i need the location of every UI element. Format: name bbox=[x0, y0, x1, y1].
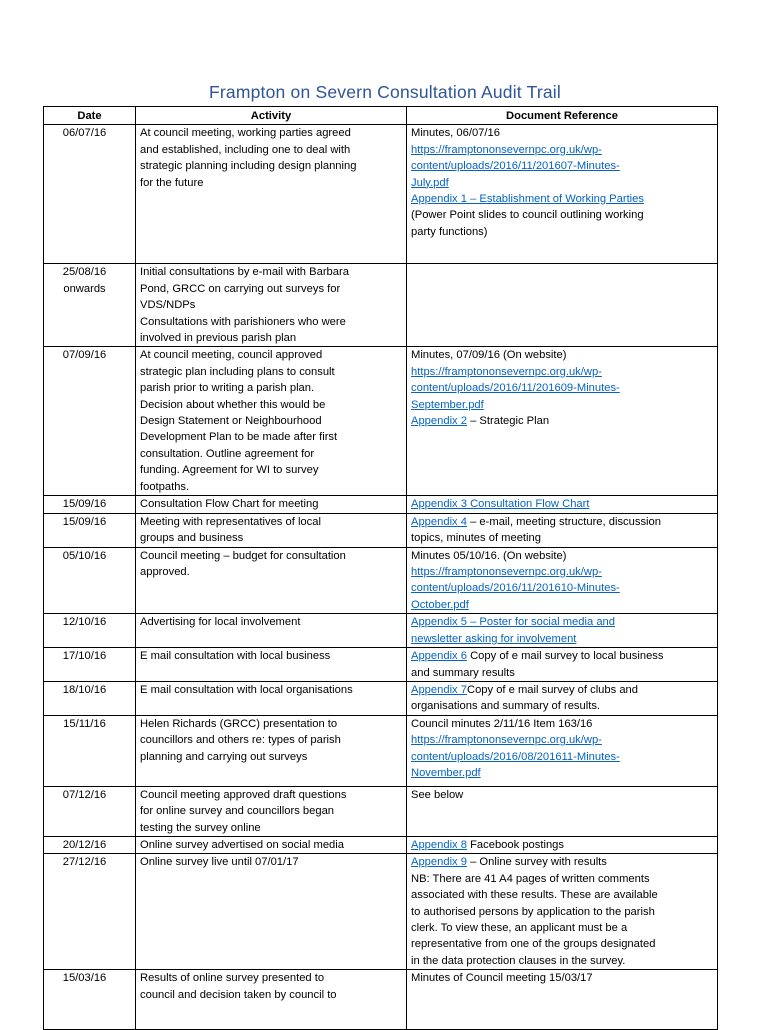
table-row bbox=[44, 715, 718, 786]
activity-text: parish prior to writing a parish plan. bbox=[140, 382, 315, 395]
activity-cell bbox=[136, 854, 407, 970]
document-reference-cell bbox=[407, 786, 718, 836]
table-header-row bbox=[44, 107, 718, 125]
date-text: 27/12/16 bbox=[62, 856, 107, 869]
activity-cell bbox=[136, 614, 407, 648]
reference-line bbox=[411, 648, 713, 664]
activity-text: strategic planning including design planning bbox=[140, 160, 357, 173]
column-header-date: Date bbox=[44, 107, 136, 125]
date-text: 15/09/16 bbox=[62, 498, 107, 511]
activity-text: Development Plan to be made after first bbox=[140, 431, 338, 444]
reference-line bbox=[411, 380, 713, 396]
date-text: 15/03/16 bbox=[62, 972, 107, 985]
document-reference-cell bbox=[407, 264, 718, 347]
activity-text: council and decision taken by council to bbox=[140, 988, 337, 1001]
activity-text: for the future bbox=[140, 176, 204, 189]
table-row bbox=[44, 614, 718, 648]
activity-text: and established, including one to deal with bbox=[140, 143, 351, 156]
activity-cell bbox=[136, 513, 407, 547]
date-cell bbox=[44, 347, 136, 496]
activity-text: Pond, GRCC on carrying out surveys for bbox=[140, 282, 341, 295]
activity-cell bbox=[136, 648, 407, 682]
activity-text: involved in previous parish plan bbox=[140, 332, 297, 345]
activity-text: approved. bbox=[140, 565, 190, 578]
date-cell bbox=[44, 496, 136, 513]
activity-text: planning and carrying out surveys bbox=[140, 750, 308, 763]
reference-line: Council minutes 2/11/16 Item 163/16 bbox=[411, 717, 593, 730]
reference-line: (Power Point slides to council outlining working bbox=[411, 209, 644, 222]
reference-text: – e-mail, meeting structure, discussion bbox=[466, 515, 661, 528]
reference-text: – Online survey with results bbox=[466, 856, 607, 869]
document-reference-cell bbox=[407, 854, 718, 970]
reference-line bbox=[411, 837, 713, 853]
activity-text: Decision about whether this would be bbox=[140, 398, 326, 411]
reference-line bbox=[411, 682, 713, 698]
table-row bbox=[44, 347, 718, 496]
activity-text: At council meeting, working parties agreed bbox=[140, 127, 351, 140]
reference-line bbox=[411, 364, 713, 380]
activity-text: VDS/NDPs bbox=[140, 299, 196, 312]
activity-text: for online survey and councillors began bbox=[140, 805, 335, 818]
reference-line: in the data protection clauses in the survey. bbox=[411, 954, 626, 967]
reference-line: to authorised persons by application to the parish bbox=[411, 905, 655, 918]
activity-text: consultation. Outline agreement for bbox=[140, 447, 315, 460]
activity-text: footpaths. bbox=[140, 480, 190, 493]
reference-line bbox=[411, 765, 713, 781]
reference-line: Minutes of Council meeting 15/03/17 bbox=[411, 972, 593, 985]
reference-line: representative from one of the groups designated bbox=[411, 938, 656, 951]
document-link[interactable]: Appendix 9 bbox=[411, 856, 467, 869]
document-link[interactable]: Appendix 4 bbox=[411, 515, 467, 528]
reference-text: Copy of e mail survey to local business bbox=[466, 650, 664, 663]
column-header-activity: Activity bbox=[136, 107, 407, 125]
document-link[interactable]: content/uploads/2016/11/201607-Minutes- bbox=[411, 160, 620, 173]
document-link[interactable]: https://framptononsevernpc.org.uk/wp- bbox=[411, 734, 602, 747]
date-text: 15/11/16 bbox=[63, 717, 106, 730]
activity-text: Council meeting approved draft questions bbox=[140, 788, 347, 801]
date-cell bbox=[44, 681, 136, 715]
activity-text: E mail consultation with local business bbox=[140, 650, 331, 663]
activity-cell bbox=[136, 681, 407, 715]
date-cell bbox=[44, 513, 136, 547]
document-link[interactable]: Appendix 7 bbox=[411, 683, 467, 696]
activity-cell bbox=[136, 347, 407, 496]
reference-line: organisations and summary of results. bbox=[411, 700, 601, 713]
document-link[interactable]: Appendix 8 bbox=[411, 838, 467, 851]
table-row bbox=[44, 513, 718, 547]
activity-cell bbox=[136, 786, 407, 836]
activity-text: Online survey advertised on social media bbox=[140, 838, 344, 851]
document-reference-cell bbox=[407, 648, 718, 682]
activity-cell bbox=[136, 715, 407, 786]
reference-line bbox=[411, 854, 713, 870]
reference-line: party functions) bbox=[411, 225, 488, 238]
date-text: onwards bbox=[63, 282, 106, 295]
reference-line: Minutes, 07/09/16 (On website) bbox=[411, 349, 567, 362]
table-row bbox=[44, 496, 718, 513]
document-reference-cell bbox=[407, 496, 718, 513]
activity-text: At council meeting, council approved bbox=[140, 349, 323, 362]
activity-text: Meeting with representatives of local bbox=[140, 515, 321, 528]
date-text: 06/07/16 bbox=[62, 127, 107, 140]
activity-cell bbox=[136, 547, 407, 614]
document-reference-cell bbox=[407, 125, 718, 264]
reference-text: Facebook postings bbox=[466, 838, 565, 851]
activity-cell bbox=[136, 264, 407, 347]
table-row bbox=[44, 836, 718, 853]
document-link[interactable]: https://framptononsevernpc.org.uk/wp- bbox=[411, 365, 602, 378]
document-link[interactable]: Appendix 6 bbox=[411, 650, 467, 663]
reference-line bbox=[411, 413, 713, 429]
activity-text: funding. Agreement for WI to survey bbox=[140, 464, 319, 477]
document-link[interactable]: Appendix 5 – Poster for social media and bbox=[411, 616, 615, 629]
table-row bbox=[44, 547, 718, 614]
reference-line bbox=[411, 564, 713, 580]
document-link[interactable]: content/uploads/2016/08/201611-Minutes- bbox=[411, 750, 620, 763]
reference-line: and summary results bbox=[411, 666, 515, 679]
date-cell bbox=[44, 614, 136, 648]
date-text: 12/10/16 bbox=[62, 616, 107, 629]
activity-text: Consultation Flow Chart for meeting bbox=[140, 498, 319, 511]
date-cell bbox=[44, 970, 136, 1030]
activity-text: strategic plan including plans to consult bbox=[140, 365, 335, 378]
activity-text: Advertising for local involvement bbox=[140, 616, 301, 629]
reference-line: topics, minutes of meeting bbox=[411, 531, 541, 544]
column-header-document-reference: Document Reference bbox=[407, 107, 718, 125]
reference-line bbox=[411, 496, 713, 512]
activity-text: E mail consultation with local organisations bbox=[140, 683, 353, 696]
date-text: 17/10/16 bbox=[62, 650, 107, 663]
document-reference-cell bbox=[407, 347, 718, 496]
reference-line bbox=[411, 175, 713, 191]
date-cell bbox=[44, 547, 136, 614]
reference-line: Minutes, 06/07/16 bbox=[411, 127, 500, 140]
document-link[interactable]: newsletter asking for involvement bbox=[411, 632, 577, 645]
reference-line bbox=[411, 597, 713, 613]
document-link[interactable]: Appendix 1 – Establishment of Working Parties bbox=[411, 193, 644, 206]
document-link[interactable]: content/uploads/2016/11/201610-Minutes- bbox=[411, 582, 620, 595]
activity-text: Results of online survey presented to bbox=[140, 972, 325, 985]
table-row bbox=[44, 648, 718, 682]
table-row bbox=[44, 125, 718, 264]
activity-text: testing the survey online bbox=[140, 821, 261, 834]
date-cell bbox=[44, 715, 136, 786]
date-text: 07/09/16 bbox=[62, 349, 107, 362]
date-text: 25/08/16 bbox=[62, 266, 107, 279]
document-link[interactable]: https://framptononsevernpc.org.uk/wp- bbox=[411, 143, 602, 156]
reference-line bbox=[411, 142, 713, 158]
date-cell bbox=[44, 264, 136, 347]
reference-line bbox=[411, 749, 713, 765]
document-reference-cell bbox=[407, 970, 718, 1030]
reference-line: See below bbox=[411, 788, 464, 801]
table-row bbox=[44, 854, 718, 970]
document-link[interactable]: Appendix 2 bbox=[411, 415, 467, 428]
document-link[interactable]: Appendix 3 Consultation Flow Chart bbox=[411, 498, 590, 511]
table-row bbox=[44, 264, 718, 347]
reference-line bbox=[411, 191, 713, 207]
reference-text: Copy of e mail survey of clubs and bbox=[466, 683, 638, 696]
reference-line bbox=[411, 732, 713, 748]
date-cell bbox=[44, 836, 136, 853]
reference-line bbox=[411, 158, 713, 174]
reference-line bbox=[411, 514, 713, 530]
activity-text: councillors and others re: types of parish bbox=[140, 734, 341, 747]
activity-text: Initial consultations by e-mail with Barbara bbox=[140, 266, 349, 279]
activity-cell bbox=[136, 836, 407, 853]
reference-line bbox=[411, 240, 713, 256]
page-title: Frampton on Severn Consultation Audit Trail bbox=[209, 82, 561, 102]
date-cell bbox=[44, 854, 136, 970]
date-text: 05/10/16 bbox=[62, 549, 107, 562]
activity-cell bbox=[136, 970, 407, 1030]
document-reference-cell bbox=[407, 513, 718, 547]
table-row bbox=[44, 970, 718, 1030]
table-row bbox=[44, 681, 718, 715]
document-link[interactable]: content/uploads/2016/11/201609-Minutes- bbox=[411, 382, 620, 395]
document-link[interactable]: July.pdf bbox=[411, 176, 449, 189]
reference-line bbox=[411, 631, 713, 647]
date-cell bbox=[44, 125, 136, 264]
reference-line: Minutes 05/10/16. (On website) bbox=[411, 549, 567, 562]
table-row bbox=[44, 786, 718, 836]
activity-text: Design Statement or Neighbourhood bbox=[140, 415, 322, 428]
activity-cell bbox=[136, 496, 407, 513]
document-link[interactable]: October.pdf bbox=[411, 598, 469, 611]
activity-text: groups and business bbox=[140, 531, 244, 544]
table-body bbox=[44, 125, 718, 1030]
document-reference-cell bbox=[407, 614, 718, 648]
date-text: 07/12/16 bbox=[62, 788, 107, 801]
activity-text: Helen Richards (GRCC) presentation to bbox=[140, 717, 338, 730]
audit-trail-table bbox=[43, 106, 718, 1030]
date-text: 15/09/16 bbox=[62, 515, 107, 528]
date-text: 20/12/16 bbox=[62, 838, 107, 851]
document-reference-cell bbox=[407, 836, 718, 853]
document-reference-cell bbox=[407, 547, 718, 614]
document-reference-cell bbox=[407, 715, 718, 786]
document-link[interactable]: September.pdf bbox=[411, 398, 484, 411]
reference-line bbox=[411, 614, 713, 630]
reference-line: clerk. To view these, an applicant must be a bbox=[411, 922, 628, 934]
reference-line: NB: There are 41 A4 pages of written comments bbox=[411, 872, 650, 885]
reference-line: associated with these results. These are available bbox=[411, 889, 658, 902]
activity-text: Consultations with parishioners who were bbox=[140, 315, 346, 328]
reference-text: – Strategic Plan bbox=[466, 415, 550, 428]
document-link[interactable]: https://framptononsevernpc.org.uk/wp- bbox=[411, 565, 602, 578]
date-cell bbox=[44, 786, 136, 836]
date-cell bbox=[44, 648, 136, 682]
activity-text: Online survey live until 07/01/17 bbox=[140, 856, 299, 869]
document-reference-cell bbox=[407, 681, 718, 715]
date-text: 18/10/16 bbox=[62, 683, 107, 696]
document-link[interactable]: November.pdf bbox=[411, 766, 481, 779]
activity-text: Council meeting – budget for consultation bbox=[140, 549, 346, 562]
activity-cell bbox=[136, 125, 407, 264]
reference-line bbox=[411, 397, 713, 413]
reference-line bbox=[411, 580, 713, 596]
